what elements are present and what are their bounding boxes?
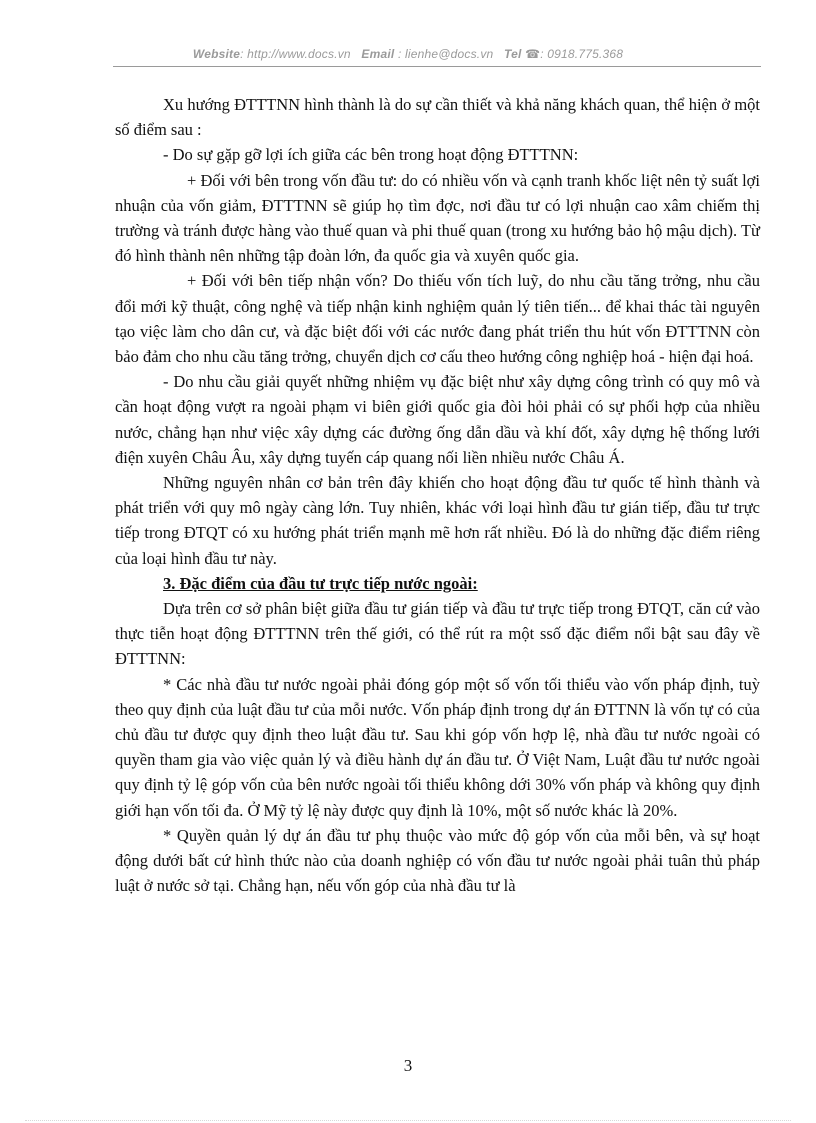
header-divider [113,66,761,67]
document-body [115,92,760,899]
page-number: 3 [403,1056,413,1075]
section-heading: 3. Đặc điểm của đầu tư trực tiếp nước ngoài: [163,573,478,593]
paragraph: - Do sự gặp gỡ lợi ích giữa các bên trong hoạt động ĐTTTNN: [163,145,579,165]
footer-divider [25,1120,791,1121]
tel-label: Tel [504,47,522,61]
email-value: : lienhe@docs.vn [397,47,494,61]
page-header [0,47,816,61]
paragraph: Những nguyên nhân cơ bản trên đây khiến cho hoạt động đầu tư quốc tế hình thành và phát triển với quy mô ngày càng lớn. Tuy nhiên, khác với loại hình đầu tư gián tiếp, đầu tư trực tiếp trong ĐTQT có xu hướng phát triển mạnh mẽ hơn rất nhiều. Đó là do những đặc điểm riêng của loại hình đầu tư này. [115,473,760,568]
paragraph: + Đối với bên tiếp nhận vốn? Do thiếu vốn tích luỹ, do nhu cầu tăng trởng, nhu cầu đổi mới kỹ thuật, công nghệ và tiếp nhận kinh nghiệm quản lý tiên tiến... để khai thác tài nguyên tạo việc làm cho dân cư, và đặc biệt đối với các nước đang phát triển thu hút vốn ĐTTTNN còn bảo đảm cho nhu cầu tăng trởng, chuyển dịch cơ cấu theo hướng công nghiệp hoá - hiện đại hoá. [115,271,760,367]
paragraph: Xu hướng ĐTTTNN hình thành là do sự cần thiết và khả năng khách quan, thể hiện ở một số điểm sau : [115,95,760,140]
paragraph: + Đối với bên trong vốn đầu tư: do có nhiều vốn và cạnh tranh khốc liệt nên tỷ suất lợi nhuận của vốn giảm, ĐTTTNN sẽ giúp họ tìm đợc, nơi đầu tư có lợi nhuận cao xâm chiếm thị trường và tránh được hàng vào thuế quan và phi thuế quan (trong xu hướng bảo hộ mậu dịch). Từ đó hình thành nên những tập đoàn lớn, đa quốc gia và xuyên quốc gia. [115,170,760,266]
tel-value: : 0918.775.368 [540,47,624,61]
paragraph: - Do nhu cầu giải quyết những nhiệm vụ đặc biệt như xây dựng công trình có quy mô và cần hoạt động vượt ra ngoài phạm vi biên giới quốc gia đòi hỏi phải có sự phối hợp của nhiều nước, chẳng hạn như việc xây dựng các đường ống dẫn dầu và khí đốt, xây dựng hệ thống lưới điện xuyên Châu Âu, xây dựng tuyến cáp quang nối liền nhiều nước Châu Á. [115,372,760,467]
email-label: Email [361,47,395,61]
paragraph: Dựa trên cơ sở phân biệt giữa đầu tư gián tiếp và đầu tư trực tiếp trong ĐTQT, căn cứ vào thực tiễn hoạt động ĐTTTNN trên thế giới, có thể rút ra một ssố đặc điểm nổi bật sau đây về ĐTTTNN: [115,599,760,669]
phone-icon: ☎ [525,47,541,61]
paragraph: * Quyền quản lý dự án đầu tư phụ thuộc vào mức độ góp vốn của mỗi bên, và sự hoạt động dưới bất cứ hình thức nào của doanh nghiệp có vốn đầu tư nước ngoài phải tuân thủ pháp luật ở nước sở tại. Chẳng hạn, nếu vốn góp của nhà đầu tư là [115,825,760,896]
website-value: : http://www.docs.vn [240,47,351,61]
website-label: Website [192,47,241,61]
paragraph: * Các nhà đầu tư nước ngoài phải đóng góp một số vốn tối thiểu vào vốn pháp định, tuỳ theo quy định của luật đầu tư của mỗi nước. Vốn pháp định trong dự án ĐTTNN là vốn tự có của chủ đầu tư được quy định theo luật đầu tư. Sau khi góp vốn hợp lệ, nhà đầu tư nước ngoài có quyền tham gia vào việc quản lý và điều hành dự án đầu tư. Ở Việt Nam, Luật đầu tư nước ngoài quy định tỷ lệ góp vốn của bên nước ngoài tối thiểu không dới 30% vốn pháp và không quy định giới hạn vốn tối đa. Ở Mỹ tỷ lệ này được quy định là 10%, một số nước khác là 20%. [115,674,760,820]
